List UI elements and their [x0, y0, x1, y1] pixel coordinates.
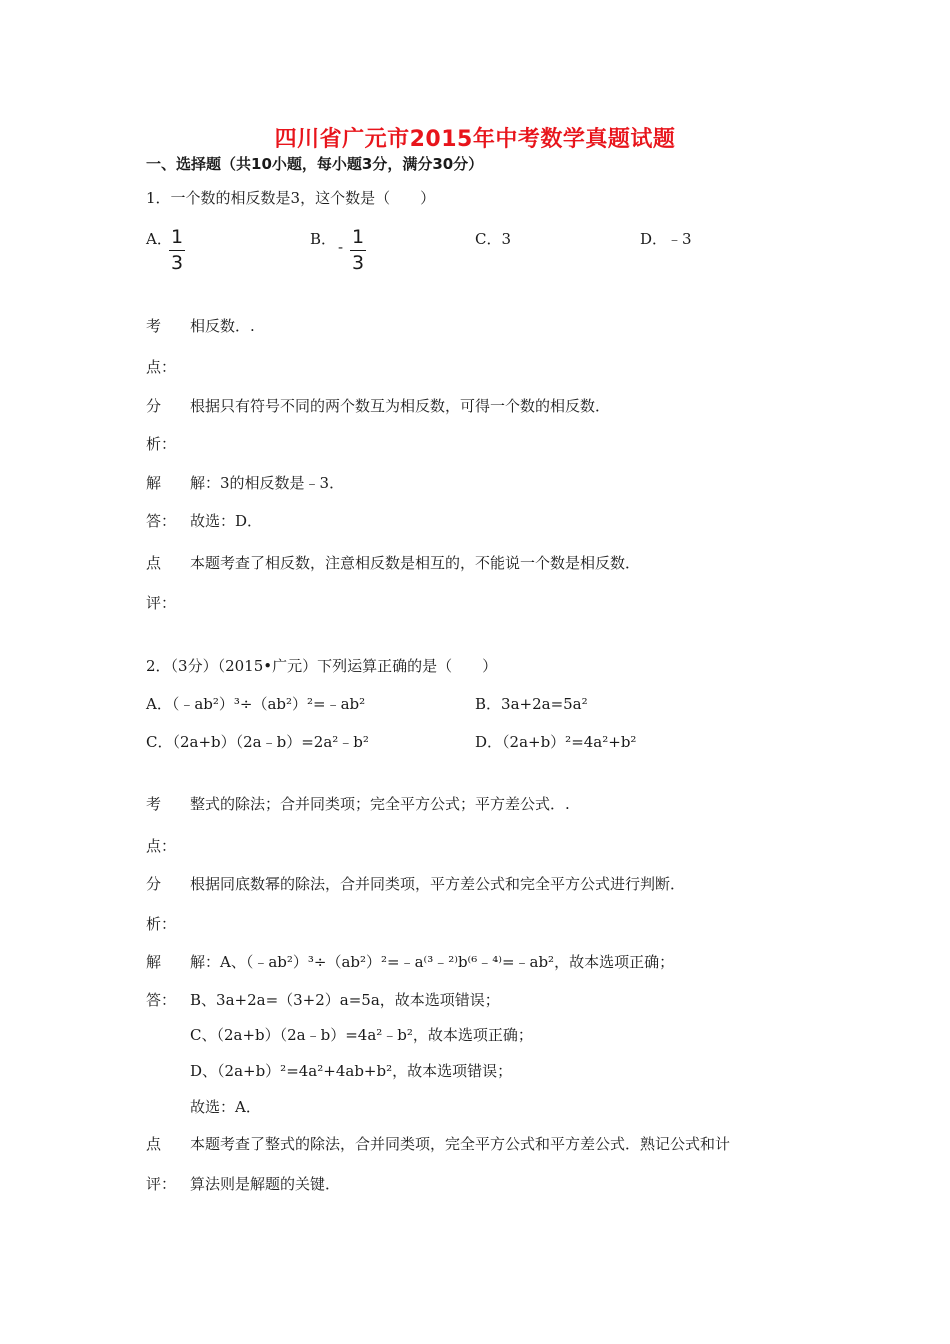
q2-jieda-label-1: 解 — [146, 953, 162, 971]
q1-option-a-fraction — [169, 228, 185, 273]
question-2-stem: 2．（3分）（2015•广元）下列运算正确的是（ ） — [146, 657, 498, 675]
q1-jieda-label-2: 答： — [146, 512, 177, 530]
q2-fenxi-label-2: 析： — [146, 915, 177, 933]
q1-fenxi-label-2: 析： — [146, 435, 177, 453]
q2-fenxi-label-1: 分 — [146, 875, 162, 893]
q2-jieda-label-2: 答： — [146, 991, 177, 1009]
section-heading: 一、选择题（共10小题，每小题3分，满分30分） — [146, 155, 484, 173]
fraction-denominator: 3 — [352, 252, 365, 274]
q2-option-d: D．（2a+b）²=4a²+b² — [475, 733, 637, 751]
q1-option-a — [146, 228, 172, 249]
q2-kaodian-label-2: 点： — [146, 837, 177, 855]
q1-option-b-label: B． — [310, 230, 337, 248]
q1-dianping-label-2: 评： — [146, 594, 177, 612]
fraction-numerator: 1 — [169, 228, 185, 251]
fraction-numerator: 1 — [350, 228, 366, 251]
q2-option-a: A．（﹣ab²）³÷（ab²）²=﹣ab² — [146, 695, 366, 713]
q2-jieda-line-1: 解：A、（﹣ab²）³÷（ab²）²=﹣a⁽³﹣²⁾b⁽⁶﹣⁴⁾=﹣ab²，故本选项正确； — [190, 953, 675, 971]
q2-jieda-line-4: D、（2a+b）²=4a²+4ab+b²，故本选项错误； — [190, 1062, 513, 1080]
q2-option-c: C．（2a+b）（2a﹣b）=2a²﹣b² — [146, 733, 369, 751]
q1-kaodian-label-1: 考 — [146, 317, 162, 335]
q2-kaodian-label-1: 考 — [146, 795, 162, 813]
q2-fenxi-text: 根据同底数幂的除法，合并同类项，平方差公式和完全平方公式进行判断． — [190, 875, 686, 893]
fraction-denominator: 3 — [171, 252, 184, 274]
q1-option-d: D．﹣3 — [640, 230, 692, 248]
q1-kaodian-label-2: 点： — [146, 358, 177, 376]
q2-jieda-line-5: 故选：A． — [190, 1098, 261, 1116]
q1-dianping-label-1: 点 — [146, 554, 162, 572]
q1-fenxi-text: 根据只有符号不同的两个数互为相反数，可得一个数的相反数． — [190, 397, 611, 415]
q1-jieda-line-1: 解：3的相反数是﹣3． — [190, 474, 345, 492]
question-1-stem: 1．一个数的相反数是3，这个数是（ ） — [146, 189, 436, 207]
q1-option-b-sign: - — [338, 238, 344, 256]
q2-dianping-label-2: 评： — [146, 1175, 177, 1193]
page-title: 四川省广元市2015年中考数学真题试题 — [274, 127, 676, 152]
q2-option-b: B．3a+2a=5a² — [475, 695, 588, 713]
q1-option-a-label: A． — [146, 230, 172, 248]
q1-fenxi-label-1: 分 — [146, 397, 162, 415]
q2-dianping-label-1: 点 — [146, 1135, 162, 1153]
q2-jieda-line-3: C、（2a+b）（2a﹣b）=4a²﹣b²，故本选项正确； — [190, 1026, 533, 1044]
q2-dianping-line-2: 算法则是解题的关键． — [190, 1175, 341, 1193]
q1-kaodian-text: 相反数．. — [190, 317, 255, 335]
q2-dianping-line-1: 本题考查了整式的除法，合并同类项，完全平方公式和平方差公式．熟记公式和计 — [190, 1135, 731, 1153]
q1-jieda-line-2: 故选：D． — [190, 512, 263, 530]
q1-dianping-text: 本题考查了相反数，注意相反数是相互的，不能说一个数是相反数． — [190, 554, 641, 572]
q1-option-c: C．3 — [475, 230, 512, 248]
q1-option-b-fraction — [350, 228, 366, 273]
q1-jieda-label-1: 解 — [146, 474, 162, 492]
q2-kaodian-text: 整式的除法；合并同类项；完全平方公式；平方差公式．. — [190, 795, 570, 813]
q2-jieda-line-2: B、3a+2a=（3+2）a=5a，故本选项错误； — [190, 991, 500, 1009]
